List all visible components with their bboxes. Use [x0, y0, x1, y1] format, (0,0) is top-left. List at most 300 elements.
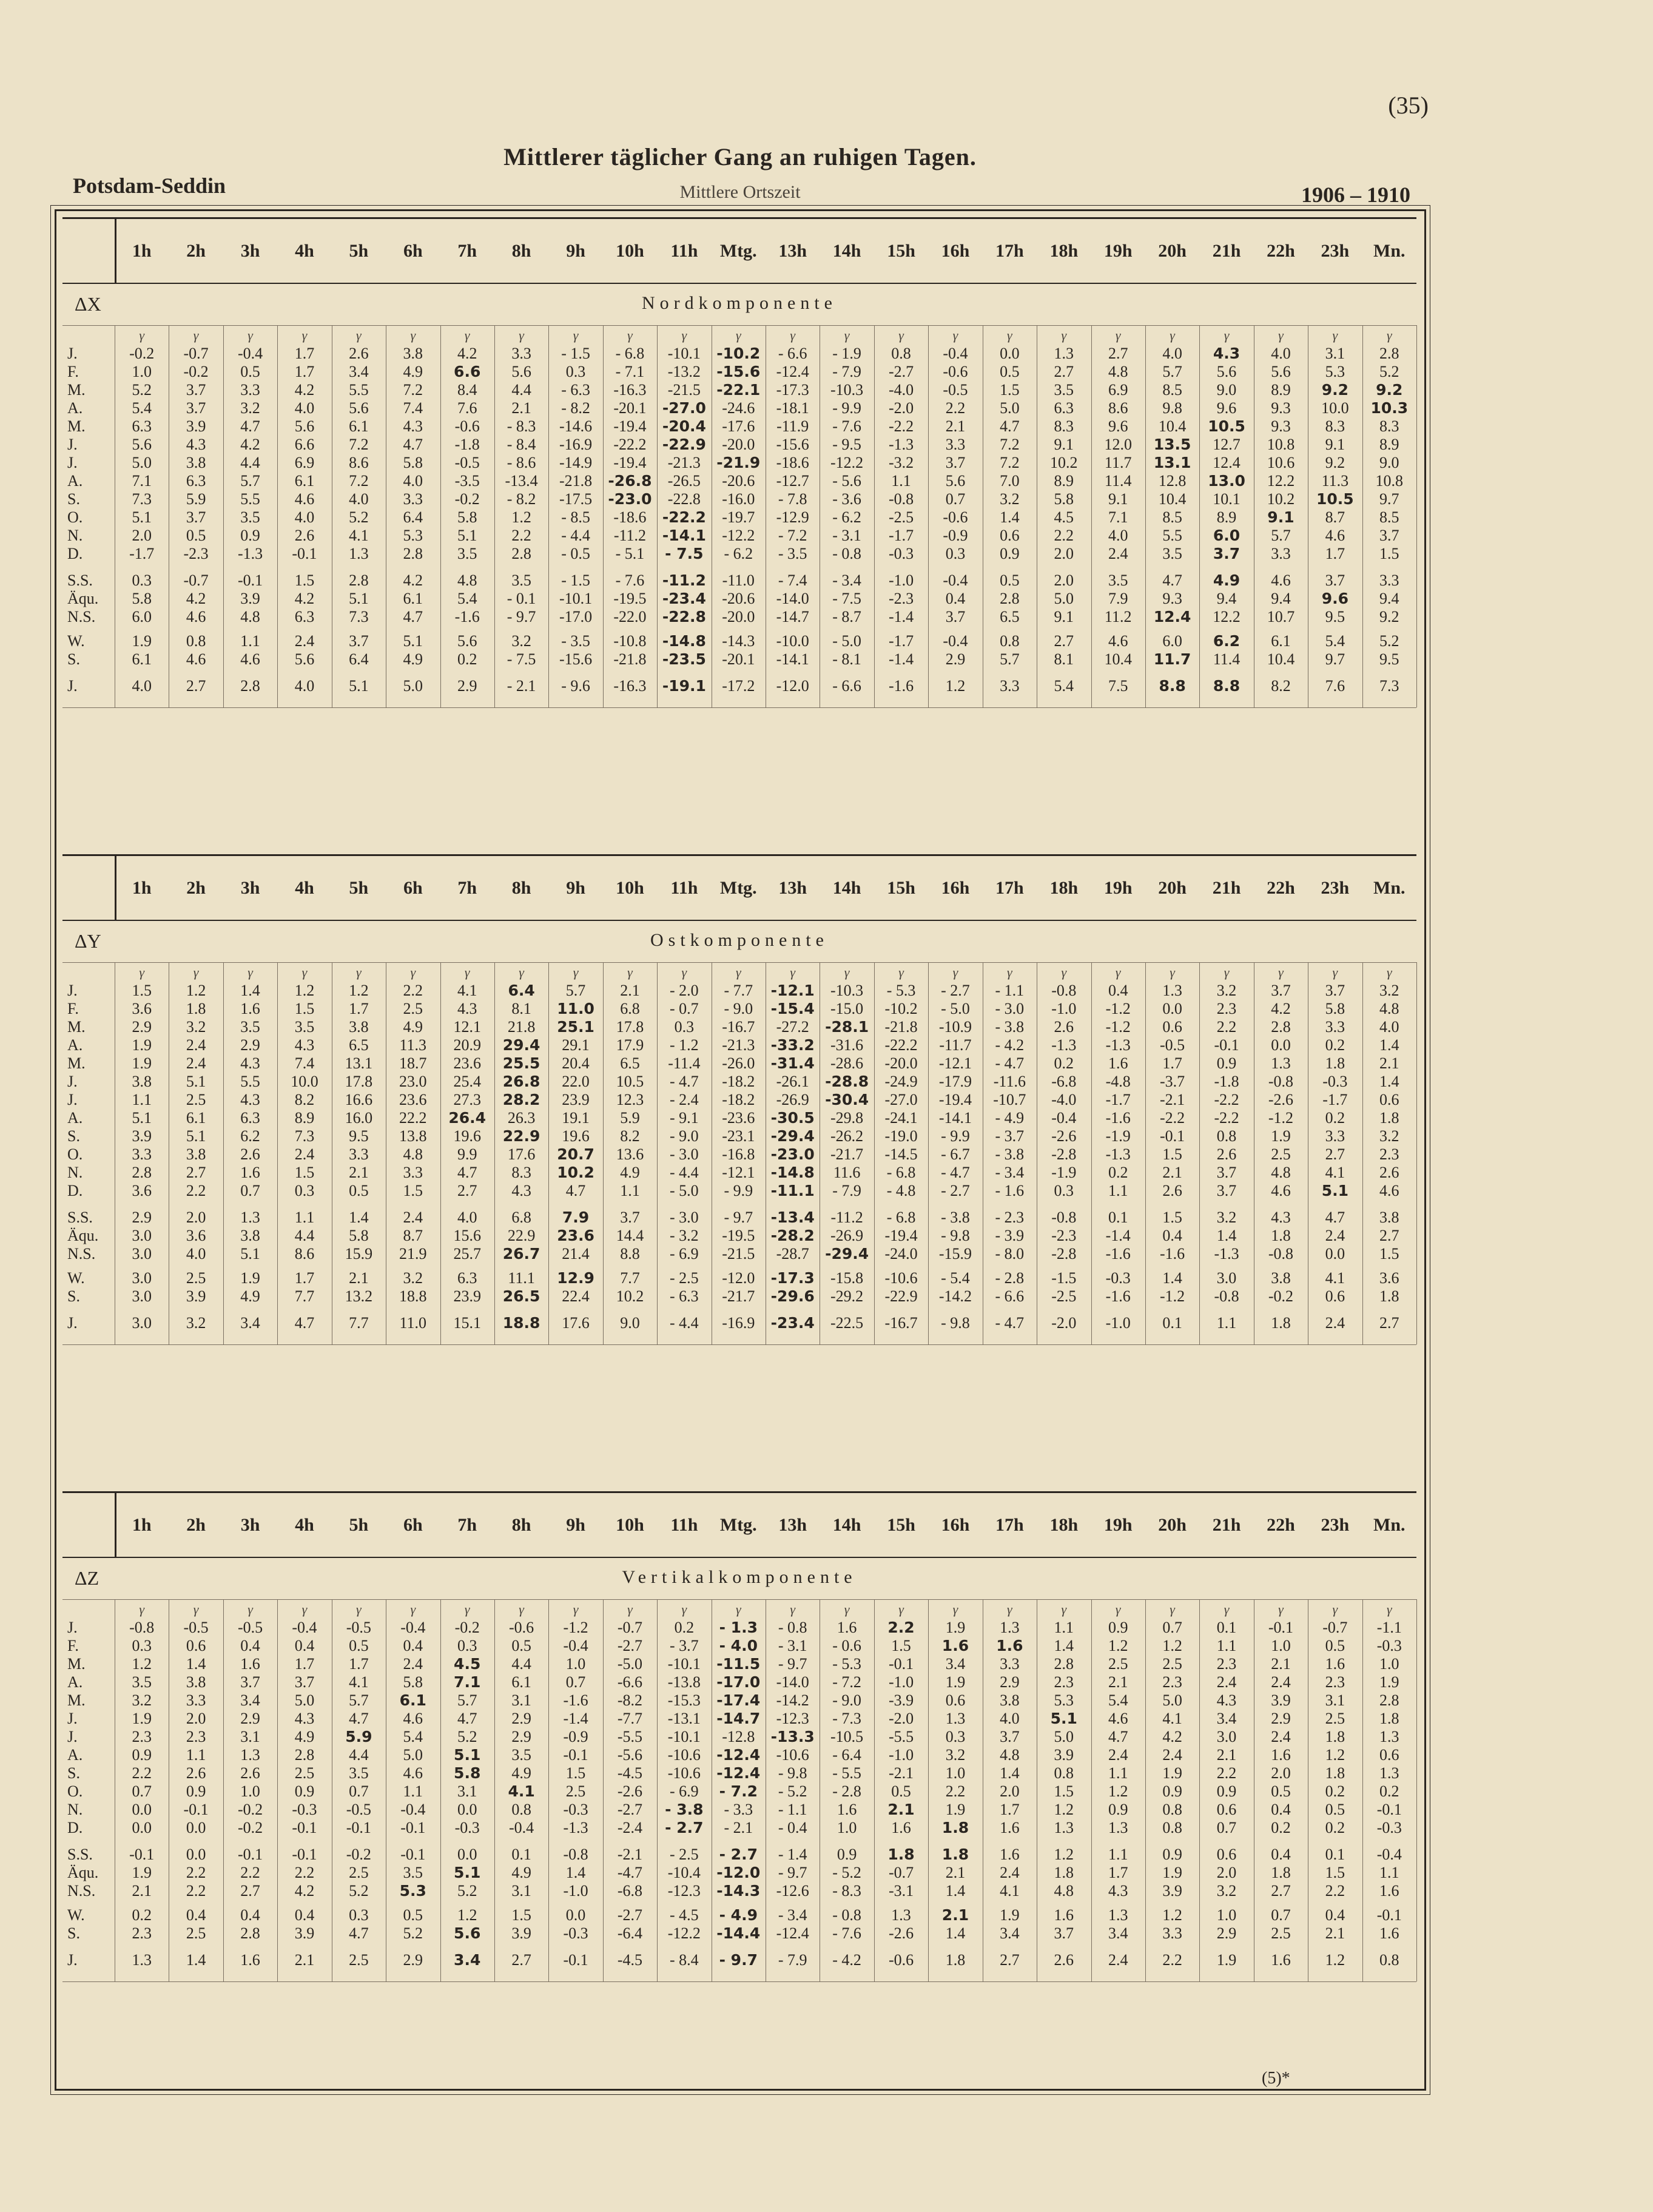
value-cell: 6.4 — [403, 508, 423, 526]
value-cell: - 6.6 — [995, 1287, 1025, 1305]
value-cell: 3.5 — [240, 508, 260, 526]
value-cell: 1.4 — [1000, 1764, 1020, 1782]
extreme-value: 7.1 — [454, 1673, 481, 1691]
value-cell: -12.4 — [776, 1924, 809, 1942]
value-cell: 0.8 — [1216, 1127, 1237, 1145]
unit-label: γ — [735, 965, 741, 980]
value-cell: 3.3 — [403, 490, 423, 508]
value-cell: 10.5 — [616, 1073, 644, 1090]
value-cell: 3.2 — [1379, 1127, 1399, 1145]
value-cell: - 7.9 — [832, 363, 861, 380]
extreme-value: 8.8 — [1159, 677, 1186, 695]
hour-header: 10h — [616, 877, 644, 898]
hour-header: 7h — [457, 877, 477, 898]
value-cell: 10.4 — [1158, 417, 1187, 435]
extreme-value: 18.8 — [502, 1314, 540, 1332]
extreme-value: -27.0 — [662, 399, 706, 417]
extreme-value: 26.5 — [502, 1287, 540, 1305]
value-cell: 3.0 — [132, 1269, 152, 1287]
value-cell: 9.7 — [1379, 490, 1399, 508]
value-cell: 21.8 — [507, 1018, 536, 1036]
value-cell: 3.1 — [511, 1882, 531, 1900]
value-cell: 1.6 — [240, 1000, 260, 1017]
extreme-value: - 3.8 — [665, 1801, 704, 1818]
value-cell: 9.4 — [1379, 590, 1399, 607]
value-cell: 0.9 — [1000, 545, 1020, 562]
value-cell: -2.1 — [1160, 1091, 1185, 1108]
value-cell: 2.1 — [945, 417, 966, 435]
row-label: N. — [67, 527, 83, 544]
hour-header: Mn. — [1373, 240, 1406, 261]
value-cell: 1.6 — [891, 1819, 911, 1836]
value-cell: 1.4 — [1379, 1073, 1399, 1090]
value-cell: - 9.8 — [941, 1314, 970, 1332]
value-cell: 7.2 — [349, 472, 369, 490]
value-cell: 6.1 — [132, 650, 152, 668]
value-cell: 7.1 — [1108, 508, 1128, 526]
value-cell: 0.2 — [457, 650, 477, 668]
value-cell: 2.5 — [1271, 1924, 1291, 1942]
value-cell: 2.6 — [349, 345, 369, 362]
table-row — [62, 1619, 1416, 1637]
value-cell: 9.3 — [1162, 590, 1182, 607]
value-cell: 0.0 — [132, 1819, 152, 1836]
value-cell: 20.9 — [453, 1036, 481, 1054]
value-cell: - 7.9 — [832, 1182, 861, 1199]
extreme-value: - 7.2 — [719, 1782, 758, 1800]
value-cell: 1.2 — [1325, 1951, 1345, 1969]
hour-header: 13h — [778, 240, 807, 261]
hour-header: 17h — [995, 240, 1024, 261]
value-cell: -0.8 — [1214, 1287, 1239, 1305]
value-cell: 2.5 — [1108, 1655, 1128, 1673]
value-cell: 2.1 — [349, 1269, 369, 1287]
value-cell: - 9.7 — [724, 1209, 753, 1226]
value-cell: 1.6 — [240, 1164, 260, 1181]
value-cell: 10.2 — [616, 1287, 644, 1305]
component-symbol: ΔX — [75, 293, 101, 315]
value-cell: -21.7 — [722, 1287, 755, 1305]
value-cell: 2.2 — [511, 527, 531, 544]
value-cell: 5.6 — [1216, 363, 1237, 380]
value-cell: - 3.1 — [778, 1637, 807, 1654]
hour-header: 6h — [403, 240, 423, 261]
value-cell: 22.0 — [562, 1073, 590, 1090]
row-label: D. — [67, 1819, 83, 1836]
value-cell: 2.2 — [1162, 1951, 1182, 1969]
value-cell: 5.2 — [457, 1728, 477, 1745]
value-cell: 5.4 — [1325, 632, 1345, 650]
value-cell: 23.6 — [453, 1054, 481, 1072]
value-cell: 3.2 — [132, 1691, 152, 1709]
unit-label: γ — [1332, 1602, 1338, 1617]
unit-label: γ — [519, 965, 524, 980]
value-cell: 1.2 — [349, 982, 369, 999]
value-cell: 2.7 — [1379, 1314, 1399, 1332]
value-cell: 5.7 — [457, 1691, 477, 1709]
value-cell: 3.5 — [511, 1746, 531, 1764]
table-row — [62, 1209, 1416, 1227]
value-cell: 1.7 — [294, 1269, 315, 1287]
hour-header: 13h — [778, 1514, 807, 1535]
value-cell: - 2.1 — [507, 677, 536, 695]
value-cell: 1.2 — [945, 677, 966, 695]
value-cell: 5.8 — [403, 454, 423, 471]
row-label: O. — [67, 508, 83, 526]
value-cell: 6.1 — [349, 417, 369, 435]
value-cell: 5.9 — [620, 1109, 640, 1127]
extreme-value: 23.6 — [557, 1227, 594, 1244]
value-cell: 3.2 — [1216, 982, 1237, 999]
extreme-value: -23.4 — [770, 1314, 815, 1332]
extreme-value: 11.0 — [557, 1000, 594, 1017]
value-cell: 0.6 — [1162, 1018, 1182, 1036]
extreme-value: -14.1 — [662, 527, 706, 544]
table-row — [62, 1801, 1416, 1819]
value-cell: 2.0 — [186, 1710, 206, 1727]
value-cell: 1.6 — [240, 1655, 260, 1673]
extreme-value: -17.3 — [770, 1269, 815, 1287]
value-cell: 5.6 — [945, 472, 966, 490]
value-cell: -1.0 — [1051, 1000, 1077, 1017]
value-cell: 26.3 — [507, 1109, 536, 1127]
value-cell: 4.7 — [1162, 572, 1182, 589]
value-cell: -1.0 — [888, 1746, 914, 1764]
value-cell: 13.6 — [616, 1145, 644, 1163]
value-cell: - 6.9 — [670, 1782, 699, 1800]
value-cell: 10.7 — [1267, 608, 1295, 625]
value-cell: - 3.7 — [670, 1637, 699, 1654]
value-cell: - 5.5 — [832, 1764, 861, 1782]
value-cell: 0.3 — [457, 1637, 477, 1654]
value-cell: 8.6 — [349, 454, 369, 471]
value-cell: 5.7 — [240, 472, 260, 490]
value-cell: 4.4 — [294, 1227, 315, 1244]
value-cell: 4.1 — [1325, 1269, 1345, 1287]
value-cell: 11.7 — [1104, 454, 1132, 471]
value-cell: 2.3 — [132, 1924, 152, 1942]
value-cell: 8.5 — [1379, 508, 1399, 526]
value-cell: 0.6 — [1216, 1801, 1237, 1818]
value-cell: - 3.5 — [561, 632, 590, 650]
value-cell: -12.0 — [776, 677, 809, 695]
value-cell: -0.4 — [237, 345, 263, 362]
value-cell: 10.4 — [1158, 490, 1187, 508]
value-cell: - 3.0 — [995, 1000, 1025, 1017]
component-symbol: ΔZ — [75, 1567, 99, 1589]
row-label: W. — [67, 1906, 85, 1924]
value-cell: 0.4 — [1162, 1227, 1182, 1244]
hour-header: 10h — [616, 240, 644, 261]
value-cell: 1.6 — [1379, 1882, 1399, 1900]
value-cell: 4.6 — [240, 650, 260, 668]
value-cell: 22.2 — [399, 1109, 427, 1127]
value-cell: 4.3 — [403, 417, 423, 435]
hour-header: 11h — [670, 240, 698, 261]
value-cell: -12.4 — [776, 363, 809, 380]
value-cell: - 9.0 — [670, 1127, 699, 1145]
value-cell: 2.6 — [1216, 1145, 1237, 1163]
value-cell: 4.7 — [1325, 1209, 1345, 1226]
value-cell: 2.4 — [1000, 1864, 1020, 1881]
value-cell: 8.3 — [1054, 417, 1074, 435]
table-row — [62, 454, 1416, 472]
value-cell: - 0.7 — [670, 1000, 699, 1017]
table-row — [62, 1728, 1416, 1746]
value-cell: - 5.1 — [615, 545, 645, 562]
value-cell: 3.2 — [240, 399, 260, 417]
extreme-value: - 7.5 — [665, 545, 704, 562]
value-cell: - 3.4 — [995, 1164, 1025, 1181]
value-cell: 2.1 — [1325, 1924, 1345, 1942]
value-cell: 5.8 — [1054, 490, 1074, 508]
value-cell: -12.3 — [776, 1710, 809, 1727]
value-cell: 1.5 — [294, 572, 315, 589]
extreme-value: -23.5 — [662, 650, 706, 668]
value-cell: 0.0 — [457, 1801, 477, 1818]
value-cell: - 5.0 — [670, 1182, 699, 1199]
value-cell: 1.9 — [1000, 1906, 1020, 1924]
value-cell: -0.2 — [183, 363, 209, 380]
value-cell: -10.8 — [613, 632, 647, 650]
value-cell: -10.6 — [776, 1746, 809, 1764]
value-cell: 5.4 — [1054, 677, 1074, 695]
value-cell: 0.6 — [1325, 1287, 1345, 1305]
value-cell: 1.8 — [1271, 1227, 1291, 1244]
value-cell: -1.0 — [1105, 1314, 1131, 1332]
value-cell: 2.0 — [1000, 1782, 1020, 1800]
value-cell: 3.8 — [186, 454, 206, 471]
value-cell: 1.7 — [349, 1000, 369, 1017]
value-cell: 3.8 — [186, 1145, 206, 1163]
value-cell: -17.5 — [559, 490, 593, 508]
value-cell: 3.2 — [1000, 490, 1020, 508]
value-cell: -0.1 — [1376, 1801, 1402, 1818]
unit-label: γ — [410, 328, 416, 343]
component-caption — [62, 293, 1416, 317]
value-cell: 5.1 — [186, 1073, 206, 1090]
value-cell: 11.0 — [399, 1314, 427, 1332]
value-cell: 8.4 — [457, 381, 477, 399]
extreme-value: -22.1 — [716, 381, 761, 399]
value-cell: 3.3 — [1325, 1127, 1345, 1145]
unit-label: γ — [1007, 1602, 1012, 1617]
value-cell: 3.7 — [1379, 527, 1399, 544]
value-cell: 0.3 — [132, 572, 152, 589]
row-label: N.S. — [67, 1882, 96, 1900]
value-cell: 1.0 — [240, 1782, 260, 1800]
row-label: J. — [67, 454, 78, 471]
unit-label: γ — [247, 965, 253, 980]
page-number: (35) — [1388, 92, 1429, 119]
extreme-value: 8.8 — [1213, 677, 1241, 695]
value-cell: 5.0 — [1162, 1691, 1182, 1709]
value-cell: 17.9 — [616, 1036, 644, 1054]
value-cell: -14.7 — [776, 608, 809, 625]
value-cell: 4.0 — [1108, 527, 1128, 544]
value-cell: 4.2 — [294, 381, 315, 399]
value-cell: 2.7 — [1000, 1951, 1020, 1969]
hour-header: 11h — [670, 877, 698, 898]
value-cell: - 3.5 — [778, 545, 807, 562]
value-cell: 5.2 — [1379, 363, 1399, 380]
value-cell: -10.6 — [667, 1764, 701, 1782]
unit-label: γ — [844, 328, 850, 343]
value-cell: 0.8 — [1162, 1819, 1182, 1836]
value-cell: -2.7 — [617, 1637, 643, 1654]
value-cell: 4.0 — [1162, 345, 1182, 362]
value-cell: 11.3 — [399, 1036, 427, 1054]
value-cell: - 2.3 — [995, 1209, 1025, 1226]
unit-label: γ — [681, 328, 687, 343]
value-cell: 1.1 — [1108, 1846, 1128, 1863]
value-cell: 14.4 — [616, 1227, 644, 1244]
value-cell: -0.2 — [1268, 1287, 1294, 1305]
value-cell: -0.1 — [400, 1846, 426, 1863]
hour-header: 1h — [132, 240, 152, 261]
grid-bottom-rule — [62, 1981, 1416, 1982]
value-cell: 0.9 — [186, 1782, 206, 1800]
value-cell: 6.2 — [240, 1127, 260, 1145]
extreme-value: 5.1 — [454, 1746, 481, 1764]
hour-header: 19h — [1103, 240, 1133, 261]
value-cell: 9.0 — [1379, 454, 1399, 471]
value-cell: 15.1 — [453, 1314, 481, 1332]
value-cell: -2.7 — [617, 1801, 643, 1818]
value-cell: 3.3 — [349, 1145, 369, 1163]
value-cell: 3.2 — [403, 1269, 423, 1287]
extreme-value: -29.6 — [770, 1287, 815, 1305]
value-cell: 3.9 — [1271, 1691, 1291, 1709]
value-cell: 0.6 — [1379, 1746, 1399, 1764]
value-cell: 4.8 — [1054, 1882, 1074, 1900]
extreme-value: -15.6 — [716, 363, 761, 380]
value-cell: 8.2 — [294, 1091, 315, 1108]
unit-label: γ — [790, 1602, 796, 1617]
hour-header: Mn. — [1373, 877, 1406, 898]
value-cell: 4.2 — [1271, 1000, 1291, 1017]
value-cell: 16.6 — [345, 1091, 373, 1108]
value-cell: 2.0 — [1271, 1764, 1291, 1782]
value-cell: -2.2 — [1160, 1109, 1185, 1127]
value-cell: - 2.0 — [670, 982, 699, 999]
unit-label: γ — [1224, 1602, 1230, 1617]
value-cell: -15.6 — [559, 650, 593, 668]
value-cell: -10.3 — [830, 381, 864, 399]
value-cell: 1.1 — [240, 632, 260, 650]
value-cell: -0.1 — [1268, 1619, 1294, 1636]
value-cell: 8.3 — [511, 1164, 531, 1181]
value-cell: -10.1 — [667, 1728, 701, 1745]
hour-header: Mtg. — [719, 240, 757, 261]
value-cell: 1.5 — [511, 1906, 531, 1924]
value-cell: 0.3 — [349, 1906, 369, 1924]
value-cell: 2.4 — [1325, 1227, 1345, 1244]
value-cell: 1.8 — [1325, 1054, 1345, 1072]
value-cell: 12.3 — [616, 1091, 644, 1108]
table-row — [62, 650, 1416, 669]
value-cell: 2.2 — [1216, 1018, 1237, 1036]
value-cell: 5.0 — [403, 677, 423, 695]
value-cell: 9.4 — [1271, 590, 1291, 607]
extreme-value: 4.5 — [454, 1655, 481, 1673]
hour-header: 17h — [995, 877, 1024, 898]
value-cell: 0.2 — [132, 1906, 152, 1924]
value-cell: 2.6 — [240, 1764, 260, 1782]
extreme-value: 26.8 — [502, 1073, 540, 1090]
value-cell: - 0.8 — [778, 1619, 807, 1636]
value-cell: - 2.7 — [941, 982, 970, 999]
row-label: O. — [67, 1145, 83, 1163]
extreme-value: -31.4 — [770, 1054, 815, 1072]
table-row — [62, 1882, 1416, 1900]
value-cell: -1.2 — [1268, 1109, 1294, 1127]
value-cell: 0.7 — [349, 1782, 369, 1800]
value-cell: 2.4 — [1162, 1746, 1182, 1764]
value-cell: -14.5 — [884, 1145, 918, 1163]
table-row — [62, 1782, 1416, 1801]
value-cell: -0.8 — [1268, 1073, 1294, 1090]
value-cell: - 3.4 — [832, 572, 861, 589]
unit-label: γ — [193, 1602, 199, 1617]
value-cell: 1.6 — [837, 1619, 857, 1636]
extreme-value: -33.2 — [770, 1036, 815, 1054]
value-cell: 21.4 — [562, 1245, 590, 1263]
row-label: J. — [67, 345, 78, 362]
value-cell: 9.8 — [1162, 399, 1182, 417]
table-row — [62, 1655, 1416, 1673]
value-cell: 5.8 — [349, 1227, 369, 1244]
value-cell: -0.1 — [237, 1846, 263, 1863]
row-label: A. — [67, 1673, 83, 1691]
value-cell: -2.1 — [888, 1764, 914, 1782]
value-cell: 1.5 — [1162, 1209, 1182, 1226]
hour-header: 19h — [1103, 1514, 1133, 1535]
extreme-value: - 1.3 — [719, 1619, 758, 1636]
value-cell: 1.7 — [294, 1655, 315, 1673]
value-cell: -1.4 — [563, 1710, 588, 1727]
value-cell: 2.6 — [1054, 1018, 1074, 1036]
unit-label: γ — [356, 328, 362, 343]
extreme-value: -30.5 — [770, 1109, 815, 1127]
value-cell: 8.7 — [403, 1227, 423, 1244]
extreme-value: -22.9 — [662, 436, 706, 453]
value-cell: 1.3 — [1054, 1819, 1074, 1836]
extreme-value: -10.2 — [716, 345, 761, 362]
value-cell: - 8.1 — [832, 650, 861, 668]
value-cell: -13.1 — [667, 1710, 701, 1727]
value-cell: 3.8 — [132, 1073, 152, 1090]
value-cell: -0.1 — [563, 1951, 588, 1969]
value-cell: 4.0 — [294, 399, 315, 417]
unit-label: γ — [1115, 1602, 1121, 1617]
value-cell: 4.3 — [1108, 1882, 1128, 1900]
value-cell: 2.0 — [1054, 545, 1074, 562]
table-row — [62, 1036, 1416, 1054]
value-cell: - 8.3 — [832, 1882, 861, 1900]
value-cell: -17.9 — [938, 1073, 972, 1090]
unit-label: γ — [139, 328, 145, 343]
row-label: S. — [67, 1287, 80, 1305]
value-cell: 5.1 — [349, 677, 369, 695]
component-section — [62, 1491, 1416, 2110]
table-row — [62, 545, 1416, 563]
value-cell: 0.5 — [240, 363, 260, 380]
value-cell: 5.7 — [1162, 363, 1182, 380]
hour-header: 4h — [295, 1514, 314, 1535]
value-cell: 4.0 — [1379, 1018, 1399, 1036]
value-cell: -11.6 — [993, 1073, 1026, 1090]
